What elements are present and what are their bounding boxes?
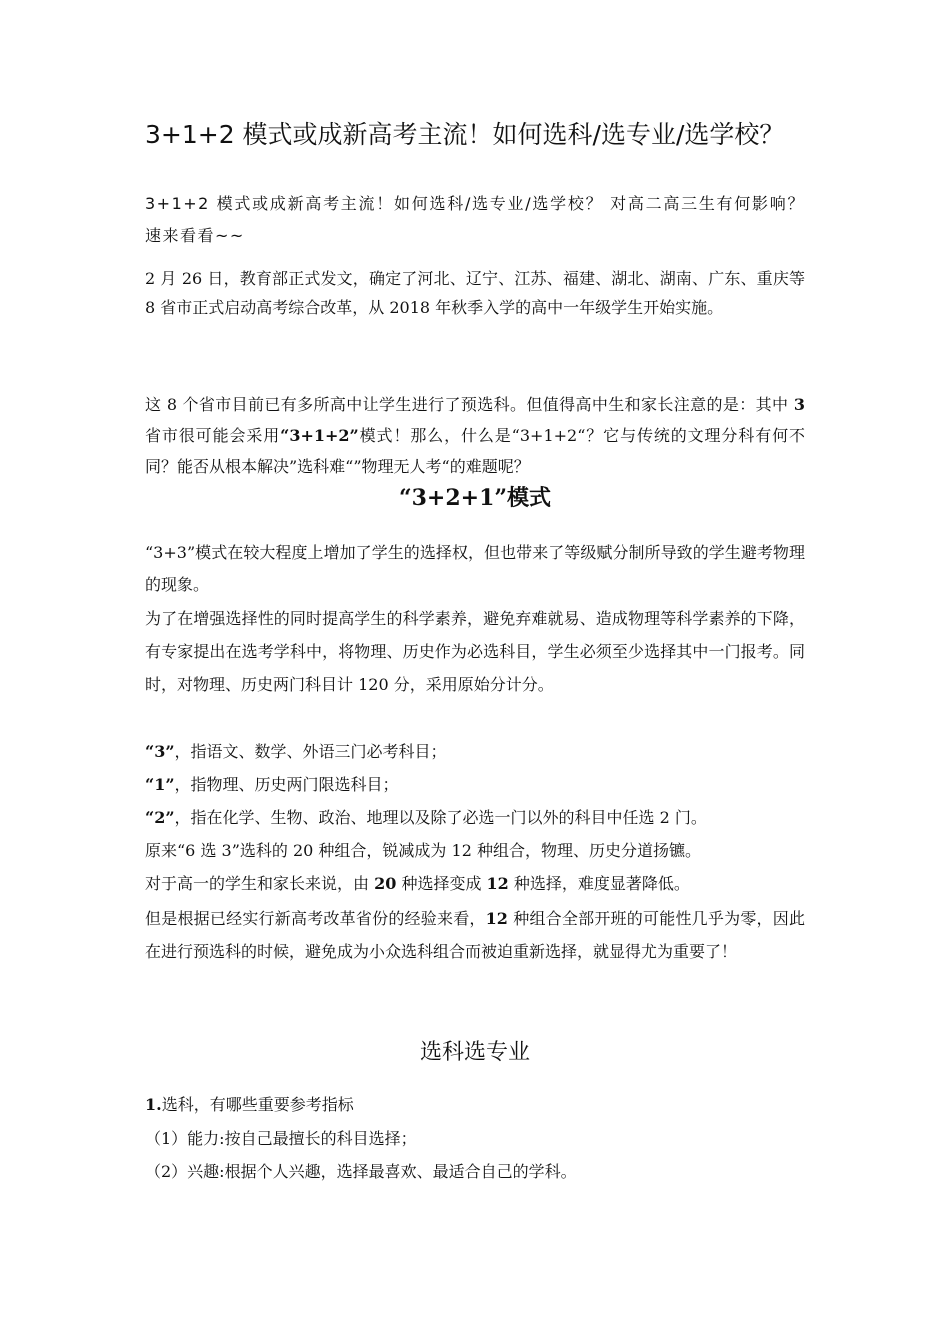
item-3-text: ，指语文、数学、外语三门必考科目；: [174, 742, 447, 761]
select-item-ability: （1）能力:按自己最擅长的科目选择；: [145, 1129, 417, 1148]
choice-right-paragraph: “3+3”模式在较大程度上增加了学生的选择权，但也带来了等级赋分制所导致的学生避考物理的现象。: [145, 543, 805, 594]
select-item-1-bold: 1.: [145, 1095, 162, 1114]
item-2-bold: “2”: [145, 808, 175, 827]
difficulty-bold-12: 12: [486, 874, 509, 893]
experience-bold-12: 12: [485, 909, 508, 928]
pre-selection-text-a: 这 8 个省市目前已有多所高中让学生进行了预选科。但值得高中生和家长注意的是：其中: [145, 395, 794, 414]
item-3-line: [145, 737, 815, 767]
select-item-1-text: 选科，有哪些重要参考指标: [161, 1095, 354, 1114]
document-title: 3+1+2 模式或成新高考主流！如何选科/选专业/选学校？: [145, 120, 785, 149]
pre-selection-text-d: 模式！那么，什么是“3+1+2“？它与传统的文理分科有何不同？能否从根本解决”选科难“”物理无人考“的难题呢？: [145, 426, 805, 476]
select-item-interest: （2）兴趣:根据个人兴趣，选择最喜欢、最适合自己的学科。: [145, 1162, 577, 1181]
difficulty-line: [145, 869, 815, 899]
difficulty-text-c: 种选择变成: [396, 874, 487, 893]
experience-text-c: 种组合全部开班的可能性几乎为零，因此在进行预选科的时候，避免成为小众选科组合而被迫重新选择，就显得尤为重要了！: [145, 909, 805, 961]
difficulty-text-a: 对于高一的学生和家长来说，由: [145, 874, 375, 893]
select-item-1: [145, 1090, 815, 1120]
announcement-paragraph: 2 月 26 日，教育部正式发文，确定了河北、辽宁、江苏、福建、湖北、湖南、广东、重庆等 8 省市正式启动高考综合改革，从 2018 年秋季入学的高中一年级学生开始实施。: [145, 269, 805, 317]
experience-text-a: 但是根据已经实行新高考改革省份的经验来看，: [145, 909, 486, 928]
pre-selection-bold-model: “3+1+2”: [280, 426, 359, 445]
item-1-text: ，指物理、历史两门限选科目；: [174, 775, 399, 794]
combination-line: 原来“6 选 3”选科的 20 种组合，锐减成为 12 种组合，物理、历史分道扬镳。: [145, 841, 701, 860]
model-heading: “3+2+1”模式: [398, 485, 552, 511]
intro-paragraph: 3+1+2 模式或成新高考主流！如何选科/选专业/选学校？ 对高二高三生有何影响？ 速来看看~~: [145, 194, 805, 245]
difficulty-text-d: 种选择，难度显著降低。: [508, 874, 690, 893]
pre-selection-text-c: 省市很可能会采用: [145, 426, 281, 445]
item-1-bold: “1”: [145, 775, 175, 794]
select-heading: 选科选专业: [419, 1040, 530, 1065]
pre-selection-bold-3: 3: [793, 395, 805, 414]
item-2-line: [145, 803, 815, 833]
experience-paragraph: [145, 902, 805, 968]
pre-selection-paragraph: [145, 389, 805, 482]
difficulty-bold-20: 20: [374, 874, 397, 893]
item-1-line: [145, 770, 815, 800]
expert-proposal-paragraph: 为了在增强选择性的同时提高学生的科学素养，避免弃难就易、造成物理等科学素养的下降，有专家提出在选考学科中，将物理、历史作为必选科目，学生必须至少选择其中一门报考。同时，对物理、历史两门科目计 120 分，采用原始分计分。: [145, 609, 805, 694]
item-3-bold: “3”: [145, 742, 175, 761]
item-2-text: ，指在化学、生物、政治、地理以及除了必选一门以外的科目中任选 2 门。: [174, 808, 707, 827]
